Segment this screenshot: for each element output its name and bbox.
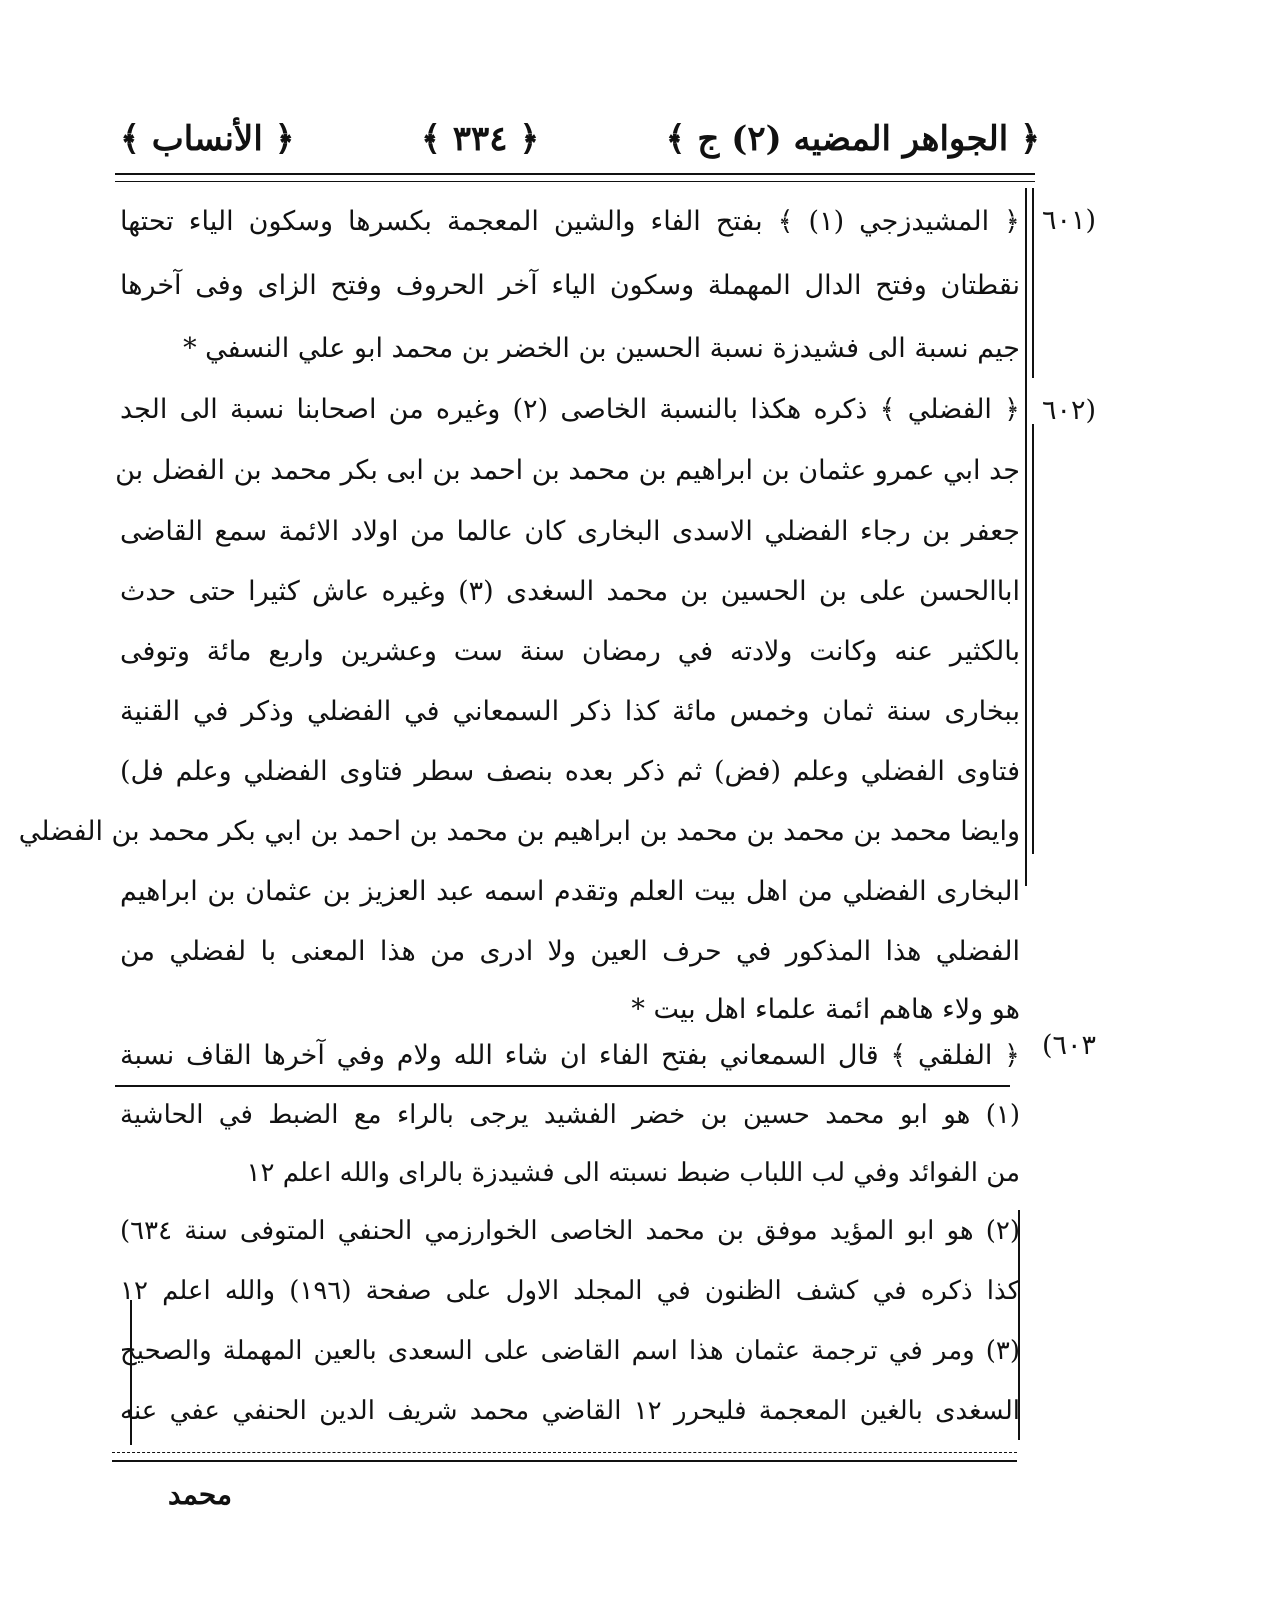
- header-title: ﴿ الجواهر المضيه (٢) ج ﴾: [665, 118, 1040, 159]
- entry-602-line-2: جد ابي عمرو عثمان بن ابراهيم بن محمد بن احمد بن ابى بكر محمد بن الفضل بن: [115, 455, 1020, 486]
- footnote-separator: [115, 1085, 1010, 1087]
- entry-number-601: (٦٠١: [1042, 205, 1097, 236]
- header-page-number: ﴿ ٣٣٤ ﴾: [420, 118, 540, 159]
- entry-601-line-3: جيم نسبة الى فشيدزة نسبة الحسين بن الخضر بن محمد ابو علي النسفي *: [183, 333, 1020, 364]
- margin-rule-right-1: [1025, 188, 1027, 886]
- margin-rule-right-3: [1032, 424, 1034, 854]
- entry-602-line-9: البخارى الفضلي من اهل بيت العلم وتقدم اسمه عبد العزيز بن عثمان بن ابراهيم: [120, 876, 1020, 907]
- entry-602-line-1: ﴿ الفضلي ﴾ ذكره هكذا بالنسبة الخاصى (٢) وغيره من اصحابنا نسبة الى الجد: [120, 394, 1020, 425]
- entry-602-line-6: ببخارى سنة ثمان وخمس مائة كذا ذكر السمعاني في الفضلي وذكر في القنية: [120, 696, 1020, 727]
- footnote-3-line-2: السغدى بالغين المعجمة فليحرر ١٢ القاضي محمد شريف الدين الحنفي عفي عنه: [120, 1396, 1020, 1426]
- header-rule-bottom: [115, 181, 1035, 182]
- footnote-2-line-2: كذا ذكره في كشف الظنون في المجلد الاول على صفحة (١٩٦) والله اعلم ١٢: [120, 1276, 1021, 1306]
- entry-602-line-10: الفضلي هذا المذكور في حرف العين ولا ادرى من هذا المعنى با لفضلي من: [120, 936, 1020, 967]
- footnote-1-line-1: (١) هو ابو محمد حسين بن خضر الفشيد يرجى بالراء مع الضبط في الحاشية: [120, 1100, 1020, 1130]
- entry-602-line-4: اباالحسن على بن الحسين بن محمد السغدى (٣) وغيره عاش كثيرا حتى حدث: [120, 576, 1021, 607]
- entry-number-603: ٦٠٣): [1042, 1030, 1097, 1061]
- entry-number-602: (٦٠٢: [1042, 395, 1097, 426]
- header-section: ﴿ الأنساب ﴾: [120, 118, 295, 159]
- entry-601-line-2: نقطتان وفتح الدال المهملة وسكون الياء آخر الحروف وفتح الزاى وفى آخرها: [120, 270, 1020, 301]
- footnote-margin-rule-left: [130, 1300, 132, 1445]
- footnote-margin-rule-right: [1018, 1210, 1020, 1440]
- entry-602-line-8: وايضا محمد بن محمد بن محمد بن ابراهيم بن محمد بن احمد بن ابي بكر محمد بن الفضلي: [18, 816, 1020, 847]
- footnote-2-line-1: (٢) هو ابو المؤيد موفق بن محمد الخاصى الخوارزمي الحنفي المتوفى سنة ٦٣٤): [120, 1216, 1020, 1246]
- entry-601-line-1: ﴿ المشيدزجي (١) ﴾ بفتح الفاء والشين المعجمة بكسرها وسكون الياء تحتها: [120, 206, 1021, 237]
- bottom-rule: [112, 1460, 1017, 1462]
- entry-602-line-11: هو ولاء هاهم ائمة علماء اهل بيت *: [631, 994, 1020, 1025]
- footnote-1-line-2: من الفوائد وفي لب اللباب ضبط نسبته الى فشيدزة بالراى والله اعلم ١٢: [246, 1158, 1020, 1188]
- catchword: محمد: [168, 1478, 232, 1511]
- entry-603-line-1: ﴿ الفلقي ﴾ قال السمعاني بفتح الفاء ان شاء الله ولام وفي آخرها القاف نسبة: [120, 1040, 1020, 1071]
- footnote-3-line-1: (٣) ومر في ترجمة عثمان هذا اسم القاضى على السعدى بالعين المهملة والصحيح: [120, 1336, 1020, 1366]
- entry-602-line-7: فتاوى الفضلي وعلم (فض) ثم ذكر بعده بنصف سطر فتاوى الفضلي وعلم فل): [120, 756, 1020, 787]
- header-rule-top: [115, 173, 1035, 175]
- entry-602-line-5: بالكثير عنه وكانت ولادته في رمضان سنة ست وعشرين واربع مائة وتوفى: [120, 636, 1020, 667]
- running-header: [120, 108, 1040, 168]
- entry-602-line-3: جعفر بن رجاء الفضلي الاسدى البخارى كان عالما من اولاد الائمة سمع القاضى: [120, 516, 1020, 547]
- margin-rule-right-2: [1032, 188, 1034, 378]
- bottom-dashed-rule: [112, 1452, 1017, 1453]
